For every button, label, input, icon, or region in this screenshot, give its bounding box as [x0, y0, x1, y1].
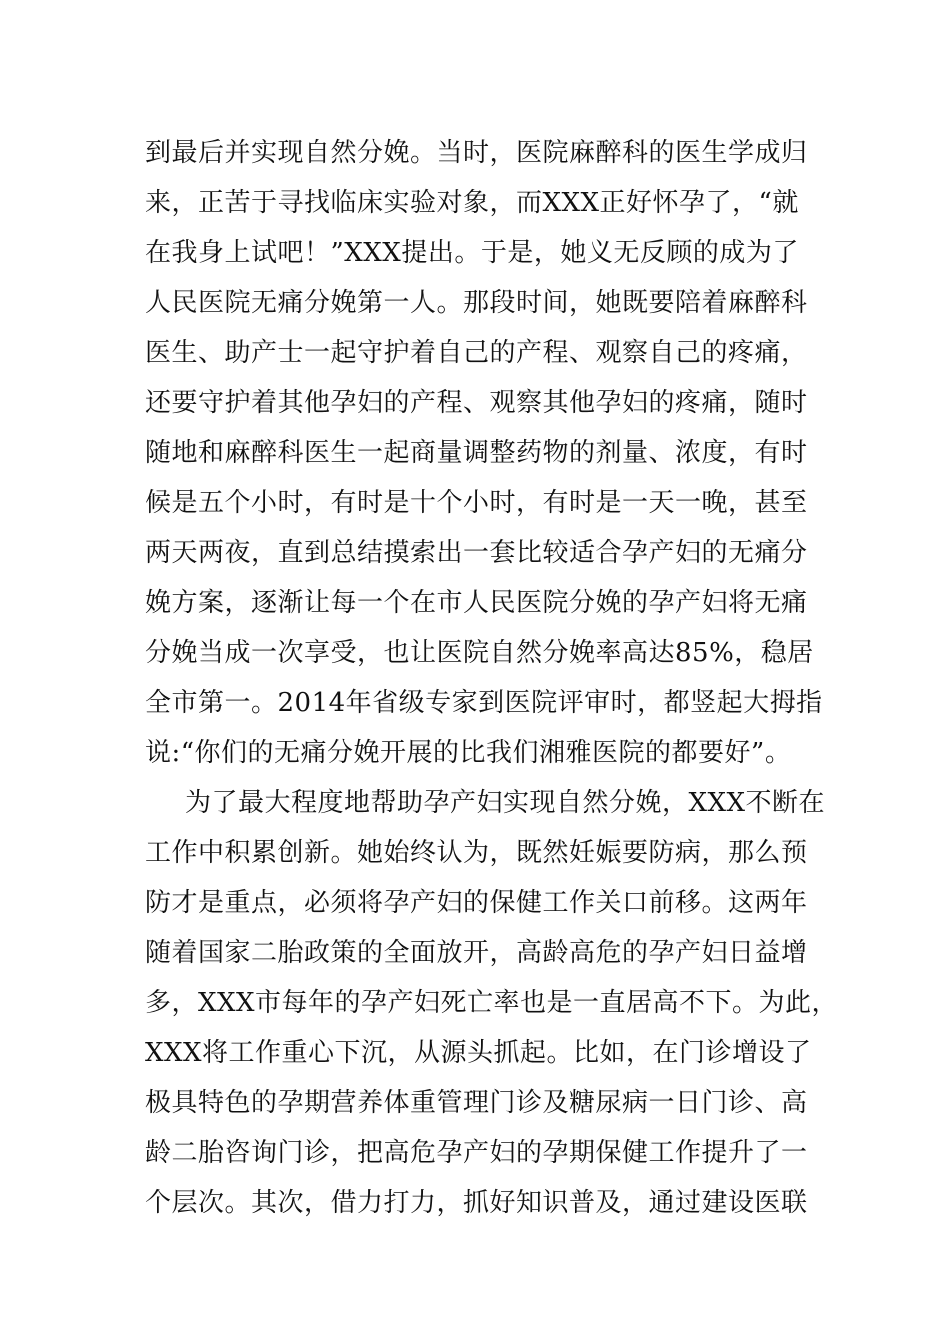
paragraph-2-line-9: 个层次。其次，借力打力，抓好知识普及，通过建设医联: [145, 1188, 808, 1218]
paragraph-1-line-10: 娩方案，逐渐让每一个在市人民医院分娩的孕产妇将无痛: [145, 588, 808, 618]
paragraph-2-line-2: 工作中积累创新。她始终认为，既然妊娠要防病，那么预: [145, 838, 808, 868]
paragraph-2: [145, 778, 839, 1228]
paragraph-1-line-12: 全市第一。2014年省级专家到医院评审时，都竖起大拇指: [145, 688, 823, 718]
paragraph-1-line-4: 人民医院无痛分娩第一人。那段时间，她既要陪着麻醉科: [145, 288, 808, 318]
paragraph-1-line-1: 到最后并实现自然分娩。当时，医院麻醉科的医生学成归: [145, 138, 808, 168]
paragraph-2-line-3: 防才是重点，必须将孕产妇的保健工作关口前移。这两年: [145, 888, 808, 918]
paragraph-2-line-8: 龄二胎咨询门诊，把高危孕产妇的孕期保健工作提升了一: [145, 1138, 808, 1168]
paragraph-2-line-5: 多，XXX市每年的孕产妇死亡率也是一直居高不下。为此，: [145, 988, 839, 1018]
paragraph-1: [145, 128, 823, 778]
paragraph-1-line-7: 随地和麻醉科医生一起商量调整药物的剂量、浓度，有时: [145, 438, 808, 468]
paragraph-1-line-2: 来，正苦于寻找临床实验对象，而XXX正好怀孕了，“就: [145, 188, 799, 218]
paragraph-2-line-6: XXX将工作重心下沉，从源头抓起。比如，在门诊增设了: [145, 1038, 812, 1068]
paragraph-1-line-6: 还要守护着其他孕妇的产程、观察其他孕妇的疼痛，随时: [145, 388, 808, 418]
paragraph-2-line-1: 为了最大程度地帮助孕产妇实现自然分娩，XXX不断在: [185, 788, 826, 818]
paragraph-1-line-9: 两天两夜，直到总结摸索出一套比较适合孕产妇的无痛分: [145, 538, 808, 568]
paragraph-1-line-13: 说:“你们的无痛分娩开展的比我们湘雅医院的都要好”。: [145, 738, 792, 768]
paragraph-1-line-8: 候是五个小时，有时是十个小时，有时是一天一晚，甚至: [145, 488, 808, 518]
paragraph-1-line-11: 分娩当成一次享受，也让医院自然分娩率高达85%，稳居: [145, 638, 814, 668]
paragraph-2-line-7: 极具特色的孕期营养体重管理门诊及糖尿病一日门诊、高: [145, 1088, 808, 1118]
paragraph-1-line-5: 医生、助产士一起守护着自己的产程、观察自己的疼痛，: [145, 338, 808, 368]
paragraph-1-line-3: 在我身上试吧！”XXX提出。于是，她义无反顾的成为了: [145, 238, 799, 268]
paragraph-2-line-4: 随着国家二胎政策的全面放开，高龄高危的孕产妇日益增: [145, 938, 808, 968]
